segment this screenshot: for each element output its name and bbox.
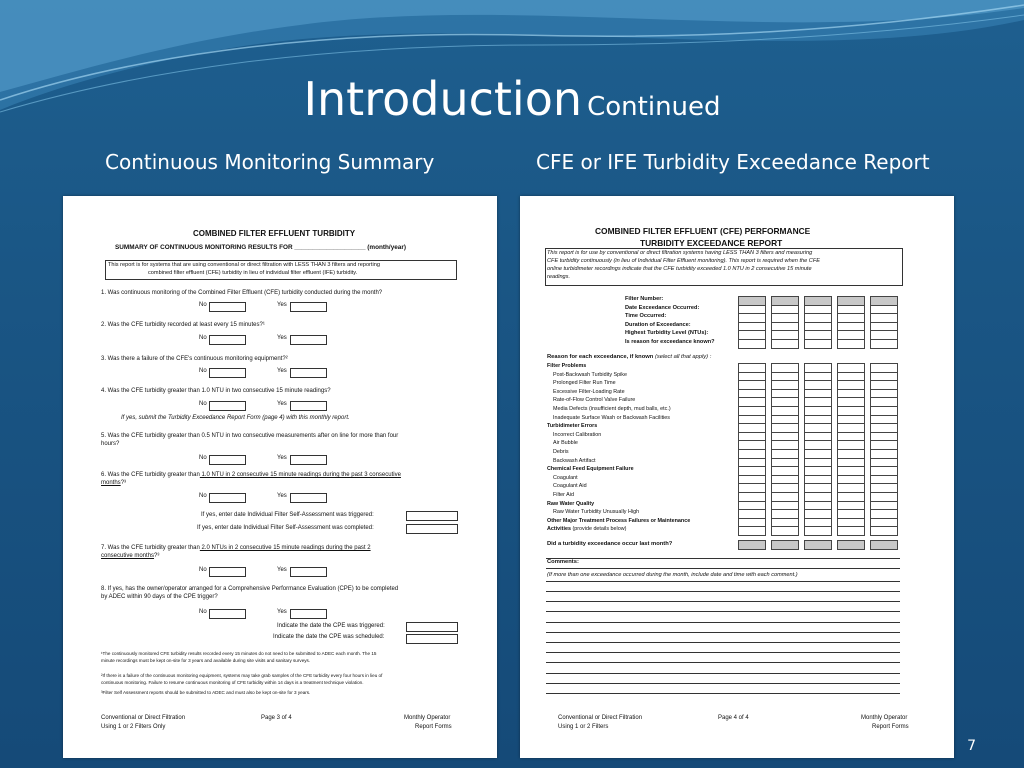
report-intro-3: online turbidimeter recordings indicate that the CFE turbidity exceeded 1.0 NTU in 2 consecutive 15 minute [547, 266, 812, 272]
question-7-lead: 7. Was the CFE turbidity greater than [101, 545, 200, 551]
reason-item: Filter Problems [547, 363, 587, 369]
question-6-mark: ?³ [120, 480, 127, 486]
reason-item: Backwash Artifact [553, 457, 596, 464]
field-cell[interactable] [837, 339, 865, 349]
reason-item: Filter Aid [553, 492, 574, 498]
comment-line [546, 568, 900, 569]
reason-item: Incorrect Calibration [553, 431, 602, 438]
q5-no-label: No [199, 455, 207, 461]
question-4: 4. Was the CFE turbidity greater than 1.0 NTU in two consecutive 15 minute readings? [101, 388, 331, 394]
report-footer-left-1: Conventional or Direct Filtration [558, 715, 643, 721]
intro-line-2: combined filter effluent (CFE) turbidity in lieu of individual filter effluent (IFE) turbidity. [148, 270, 358, 276]
field-cell[interactable] [804, 339, 832, 349]
reason-item: Debris [553, 449, 569, 455]
reason-item: Activities (provide details below) [547, 526, 627, 533]
report-intro-4: readings. [547, 274, 571, 280]
q2-yes-label: Yes [277, 335, 287, 341]
doc-title: COMBINED FILTER EFFLUENT TURBIDITY [193, 229, 356, 238]
q7-yes-label: Yes [277, 567, 287, 573]
q6-yes-label: Yes [277, 493, 287, 499]
reason-item: Chemical Feed Equipment Failure [547, 466, 634, 473]
report-footer-left-2: Using 1 or 2 Filters [558, 724, 609, 730]
slide-number: 7 [967, 738, 976, 754]
field-label: Filter Number: [625, 296, 664, 302]
q1-yes-box[interactable] [290, 302, 327, 312]
field-label: Is reason for exceedance known? [625, 339, 715, 345]
report-intro-2: CFE turbidity continuously (in lieu of Individual Filter Effluent monitoring). This report is required when the CFE [547, 258, 820, 264]
comment-line [546, 673, 900, 674]
question-6-note-2: If yes, enter date Individual Filter Self-Assessment was completed: [197, 525, 374, 531]
reason-item: Turbidimeter Errors [547, 423, 598, 430]
question-7-condition: 2.0 NTUs in 2 consecutive 15 minute readings during the past 2 [199, 545, 371, 551]
reason-cell[interactable] [771, 526, 799, 536]
left-heading: Continuous Monitoring Summary [105, 150, 435, 174]
footer-page: Page 3 of 4 [261, 715, 292, 721]
q7-yes-box[interactable] [290, 567, 327, 577]
footer-right-1: Monthly Operator [404, 715, 451, 721]
question-1: 1. Was continuous monitoring of the Combined Filter Effluent (CFE) turbidity conducted during the month? [101, 290, 383, 296]
reason-item: Coagulant [553, 474, 578, 481]
footnote-1-line-2: minute recordings must be kept on-site for 3 years and available during site visits and sanitary surveys. [101, 658, 311, 663]
reason-item: Prolonged Filter Run Time [553, 380, 616, 387]
footnote-3: ³Filter Self Assessment reports should be submitted to ADEC and must also be kept on-site for 3 years. [101, 690, 311, 695]
reason-item: Raw Water Quality [547, 500, 595, 507]
comment-line [546, 642, 900, 643]
reason-item: Coagulant Aid [553, 483, 587, 490]
last-month-cell[interactable] [870, 540, 898, 550]
footer-left-2: Using 1 or 2 Filters Only [101, 724, 166, 730]
last-month-question: Did a turbidity exceedance occur last month? [547, 541, 673, 547]
field-cell[interactable] [771, 339, 799, 349]
comments-label: Comments: [547, 559, 579, 565]
question-8-line-2: by ADEC within 90 days of the CPE trigger? [101, 594, 218, 600]
field-label: Highest Turbidity Level (NTUs): [625, 330, 709, 337]
right-heading: CFE or IFE Turbidity Exceedance Report [536, 150, 930, 174]
field-cell[interactable] [870, 339, 898, 349]
last-month-cell[interactable] [738, 540, 766, 550]
q7-no-label: No [199, 567, 207, 573]
reason-item-suffix: (provide details below) [570, 526, 627, 533]
q5-no-box[interactable] [209, 455, 246, 465]
question-8-line-1: 8. If yes, has the owner/operator arranged for a Comprehensive Performance Evaluation (CPE) to be completed [101, 586, 399, 592]
question-4-note: If yes, submit the Turbidity Exceedance Report Form (page 4) with this monthly report. [121, 415, 350, 421]
q6-no-label: No [199, 493, 207, 499]
q8-yes-label: Yes [277, 609, 287, 615]
q3-no-box[interactable] [209, 368, 246, 378]
report-title-1: COMBINED FILTER EFFLUENT (CFE) PERFORMANCE [595, 226, 811, 236]
q7-no-box[interactable] [209, 567, 246, 577]
question-2: 2. Was the CFE turbidity recorded at least every 15 minutes?¹ [101, 322, 265, 328]
summary-line: SUMMARY OF CONTINUOUS MONITORING RESULTS FOR ____________________ (month/year) [115, 244, 406, 251]
footnote-2-line-2: continuous monitoring. Failure to resume continuous monitoring of CFE turbidity within 14 days is a treatment technique violation. [101, 680, 364, 685]
last-month-cell[interactable] [804, 540, 832, 550]
title-sub: Continued [587, 92, 721, 122]
q1-no-box[interactable] [209, 302, 246, 312]
reason-item: Air Bubble [553, 440, 578, 447]
question-6-line-2 [101, 480, 126, 486]
question-7-line-2 [101, 553, 159, 559]
question-7-months: consecutive months [101, 553, 155, 559]
comments-note: (If more than one exceedance occurred during the month, include date and time with each comment.) [547, 572, 798, 578]
intro-line-1: This report is for systems that are using conventional or direct filtration with LESS THAN 3 filters and reporting [108, 262, 380, 268]
report-footer-right-2: Report Forms [872, 724, 909, 730]
report-footer-right-1: Monthly Operator [861, 715, 908, 721]
footnote-2-line-1: ²If there is a failure of the continuous monitoring equipment, systems may take grab samples of the CFE turbidity every four hours in lieu of [101, 673, 383, 678]
q2-no-box[interactable] [209, 335, 246, 345]
reason-heading: Reason for each exceedance, if known [547, 354, 654, 360]
q6-yes-box[interactable] [290, 493, 327, 503]
slide-title [0, 72, 1024, 126]
q8-scheduled-date-box[interactable] [406, 634, 458, 644]
comment-line [546, 683, 900, 684]
reason-cell[interactable] [837, 526, 865, 536]
question-6-note-1: If yes, enter date Individual Filter Self-Assessment was triggered: [201, 512, 374, 518]
question-5-line-1: 5. Was the CFE turbidity greater than 0.5 NTU in two consecutive measurements after on line for more than four [101, 433, 399, 439]
comment-line [546, 693, 900, 694]
q3-yes-box[interactable] [290, 368, 327, 378]
q1-no-label: No [199, 302, 207, 308]
reason-heading-row [547, 354, 711, 360]
q3-yes-label: Yes [277, 368, 287, 374]
comment-line [546, 632, 900, 633]
footnote-1-line-1: ¹The continuously monitored CFE turbidity results recorded every 15 minutes do not need to be submitted to ADEC each month. The 15 [101, 651, 377, 656]
field-label: Duration of Exceedance: [625, 321, 691, 328]
question-5-line-2: hours? [101, 441, 120, 447]
last-month-cell[interactable] [837, 540, 865, 550]
question-8-note-2: Indicate the date the CPE was scheduled: [273, 634, 385, 640]
question-7-mark: ?³ [154, 553, 160, 559]
comment-line [546, 662, 900, 663]
q5-yes-box[interactable] [290, 455, 327, 465]
q8-triggered-date-box[interactable] [406, 622, 458, 632]
title-main: Introduction [303, 72, 583, 126]
field-label: Time Occurred: [625, 313, 667, 320]
comment-line [546, 622, 900, 623]
q6-triggered-date-box[interactable] [406, 511, 458, 521]
turbidity-exceedance-report-page [520, 196, 954, 758]
report-intro-1: This report is for use by conventional or direct filtration systems having LESS THAN 3 filters and measuring [547, 250, 813, 256]
report-title-2: TURBIDITY EXCEEDANCE REPORT [640, 238, 783, 248]
question-7-line-1 [101, 545, 371, 551]
q4-yes-label: Yes [277, 401, 287, 407]
field-label: Date Exceedance Occurred: [625, 304, 700, 311]
footer-right-2: Report Forms [415, 724, 452, 730]
comment-line [546, 591, 900, 592]
q4-yes-box[interactable] [290, 401, 327, 411]
q5-yes-label: Yes [277, 455, 287, 461]
continuous-monitoring-summary-page [63, 196, 497, 758]
comment-line [546, 601, 900, 602]
question-6-months: months [101, 480, 121, 486]
reason-item: Other Major Treatment Process Failures or Maintenance [547, 517, 691, 524]
question-6-lead: 6. Was the CFE turbidity greater than [101, 472, 200, 478]
comment-line [546, 652, 900, 653]
reason-item: Media Defects (insufficient depth, mud balls, etc.) [553, 406, 671, 412]
last-month-cell[interactable] [771, 540, 799, 550]
q2-yes-box[interactable] [290, 335, 327, 345]
reason-cell[interactable] [738, 526, 766, 536]
question-3: 3. Was there a failure of the CFE's continuous monitoring equipment?² [101, 356, 288, 362]
q8-no-label: No [199, 609, 207, 615]
question-6-condition: 1.0 NTU in 2 consecutive 15 minute readings during the past 3 consecutive [199, 472, 401, 478]
q2-no-label: No [199, 335, 207, 341]
reason-note: (select all that apply) : [654, 354, 712, 360]
comment-line [546, 611, 900, 612]
q8-yes-box[interactable] [290, 609, 327, 619]
reason-item: Post-Backwash Turbidity Spike [553, 371, 628, 378]
q6-no-box[interactable] [209, 493, 246, 503]
q3-no-label: No [199, 368, 207, 374]
question-8-note-1: Indicate the date the CPE was triggered: [277, 623, 385, 629]
comment-line [546, 581, 900, 582]
reason-item: Raw Water Turbidity Unusually High [553, 509, 640, 516]
reason-item: Rate-of-Flow Control Valve Failure [553, 397, 636, 404]
q4-no-label: No [199, 401, 207, 407]
footer-left-1: Conventional or Direct Filtration [101, 715, 186, 721]
q8-no-box[interactable] [209, 609, 246, 619]
field-cell[interactable] [738, 339, 766, 349]
reason-item: Inadequate Surface Wash or Backwash Facilities [553, 414, 670, 421]
q6-completed-date-box[interactable] [406, 524, 458, 534]
reason-cell[interactable] [804, 526, 832, 536]
question-6-line-1 [101, 472, 401, 478]
q1-yes-label: Yes [277, 302, 287, 308]
q4-no-box[interactable] [209, 401, 246, 411]
report-footer-page: Page 4 of 4 [718, 715, 749, 721]
reason-item: Excessive Filter-Loading Rate [553, 388, 625, 395]
comment-line [546, 558, 900, 559]
reason-cell[interactable] [870, 526, 898, 536]
